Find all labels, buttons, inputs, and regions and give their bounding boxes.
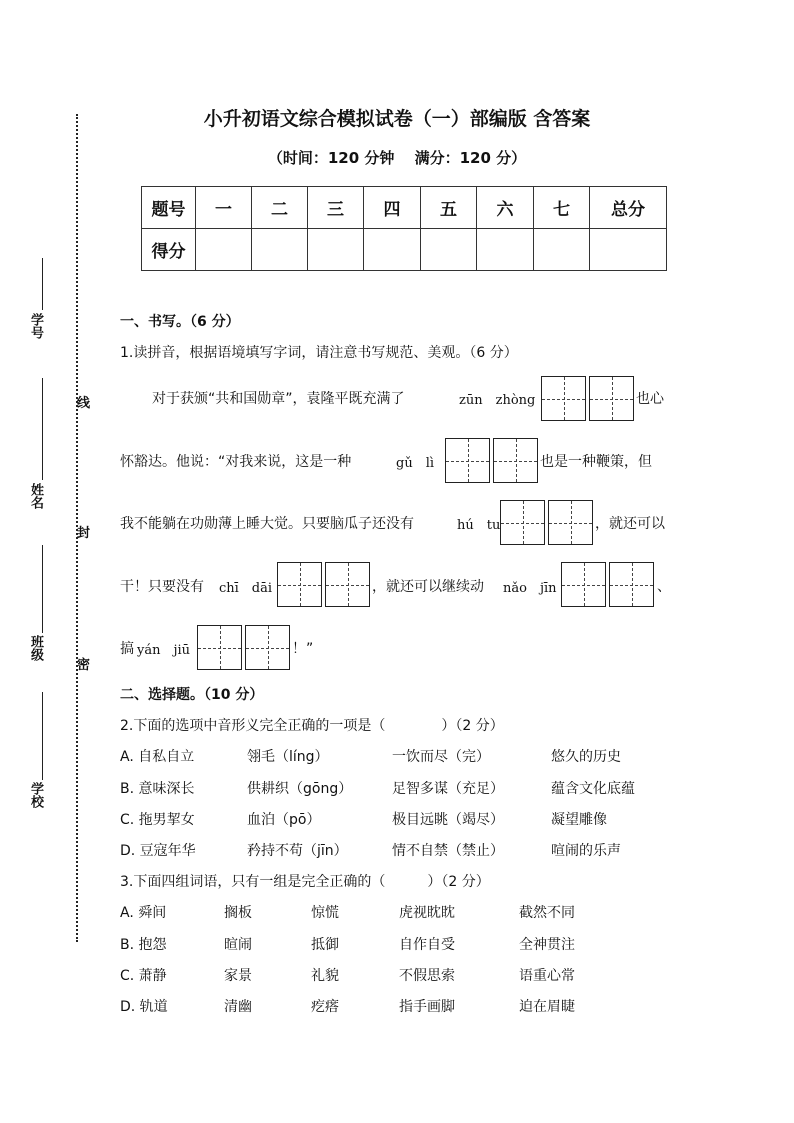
option-b-item: 蕴含文化底蕴 <box>551 781 635 797</box>
table-cell: 三 <box>308 187 364 229</box>
option-d-item: D. 豆寇年华 <box>120 843 196 859</box>
option-a-item: A. 舜间 <box>120 905 167 921</box>
question-text: 1.读拼音，根据语境填写字词，请注意书写规范、美观。（6 分） <box>120 345 518 361</box>
table-cell: 七 <box>534 187 590 229</box>
option-a-item: 惊慌 <box>311 905 339 921</box>
passage-text: 、 <box>657 579 671 595</box>
option-c-item: 血泊（pō） <box>247 812 321 828</box>
exam-info: （时间：120 分钟 满分：120 分） <box>267 149 527 167</box>
option-b-item: B. 意味深长 <box>120 781 195 797</box>
option-a-item: 虎视眈眈 <box>399 905 455 921</box>
option-a-item: 翎毛（líng） <box>247 749 329 765</box>
option-d-item: 清幽 <box>224 999 252 1015</box>
table-cell: 得分 <box>142 229 196 271</box>
score-input-cell[interactable] <box>196 229 252 271</box>
writing-grid-cell[interactable] <box>541 376 586 421</box>
option-b-item: B. 抱怨 <box>120 937 167 953</box>
writing-grid-cell[interactable] <box>325 562 370 607</box>
name-blank <box>42 378 43 480</box>
writing-grid-cell[interactable] <box>589 376 634 421</box>
table-cell: 四 <box>364 187 421 229</box>
option-a-item: 搁板 <box>224 905 252 921</box>
score-input-cell[interactable] <box>252 229 308 271</box>
passage-text: 也心 <box>636 391 664 407</box>
option-d-item: 喧闹的乐声 <box>551 843 621 859</box>
option-a-item: 一饮而尽（完） <box>392 749 490 765</box>
passage-text: 搞 <box>120 641 134 657</box>
binding-word-feng: 封 <box>77 526 91 541</box>
page-title: 小升初语文综合模拟试卷（一）部编版 含答案 <box>203 108 591 130</box>
passage-text: 对于获颁“共和国勋章”，袁隆平既充满了 <box>152 391 405 407</box>
option-d-item: 指手画脚 <box>399 999 455 1015</box>
option-d-item: 疙瘩 <box>311 999 339 1015</box>
score-input-cell[interactable] <box>534 229 590 271</box>
pinyin-prompt: chī dāi <box>219 581 273 596</box>
score-table-score-row <box>142 229 667 271</box>
section-heading: 一、书写。（6 分） <box>120 314 240 330</box>
passage-text: 干！只要没有 <box>120 579 204 595</box>
writing-grid-cell[interactable] <box>561 562 606 607</box>
class-blank <box>42 545 43 633</box>
pinyin-prompt: hú tu <box>457 518 501 533</box>
student-id-blank <box>42 258 43 310</box>
option-b-item: 暄闹 <box>224 937 252 953</box>
option-c-item: 极目远眺（竭尽） <box>392 812 504 828</box>
passage-text: 也是一种鞭策，但 <box>540 454 652 470</box>
option-b-item: 全神贯注 <box>519 937 575 953</box>
table-cell: 二 <box>252 187 308 229</box>
passage-text: ！” <box>292 641 314 657</box>
score-input-cell[interactable] <box>308 229 364 271</box>
score-input-cell[interactable] <box>364 229 421 271</box>
writing-grid-cell[interactable] <box>197 625 242 670</box>
school-blank <box>42 692 43 780</box>
table-cell: 六 <box>477 187 534 229</box>
option-b-item: 足智多谋（充足） <box>392 781 504 797</box>
writing-grid-cell[interactable] <box>500 500 545 545</box>
class-label: 班级 <box>28 635 43 661</box>
score-table <box>141 186 667 271</box>
option-c-item: 不假思索 <box>399 968 455 984</box>
writing-grid-cell[interactable] <box>548 500 593 545</box>
writing-grid-cell[interactable] <box>277 562 322 607</box>
table-cell: 题号 <box>142 187 196 229</box>
table-cell: 五 <box>421 187 477 229</box>
writing-grid-cell[interactable] <box>609 562 654 607</box>
pinyin-prompt: gǔ lì <box>396 456 435 471</box>
option-c-item: C. 萧静 <box>120 968 167 984</box>
option-d-item: 迫在眉睫 <box>519 999 575 1015</box>
score-input-cell[interactable] <box>477 229 534 271</box>
option-b-item: 自作自受 <box>399 937 455 953</box>
pinyin-prompt: nǎo jīn <box>503 581 557 596</box>
option-c-item: 语重心常 <box>519 968 575 984</box>
passage-text: 我不能躺在功勋薄上睡大觉。只要脑瓜子还没有 <box>120 516 414 532</box>
table-cell: 一 <box>196 187 252 229</box>
score-table-header-row <box>142 187 667 229</box>
binding-word-xian: 线 <box>77 396 91 411</box>
passage-text: ，就还可以继续动 <box>372 579 484 595</box>
table-cell: 总分 <box>590 187 667 229</box>
section-heading: 二、选择题。（10 分） <box>120 687 264 703</box>
name-label: 姓名 <box>28 483 43 509</box>
passage-text: ，就还可以 <box>595 516 665 532</box>
writing-grid-cell[interactable] <box>245 625 290 670</box>
option-b-item: 供耕织（gōng） <box>247 781 353 797</box>
student-id-label: 学号 <box>28 313 43 339</box>
option-a-item: 截然不同 <box>519 905 575 921</box>
pinyin-prompt: zūn zhòng <box>459 393 536 408</box>
writing-grid-cell[interactable] <box>445 438 490 483</box>
option-a-item: A. 自私自立 <box>120 749 195 765</box>
score-input-cell[interactable] <box>421 229 477 271</box>
school-label: 学校 <box>28 782 43 808</box>
score-input-cell[interactable] <box>590 229 667 271</box>
option-c-item: 凝望雕像 <box>551 812 607 828</box>
option-d-item: 情不自禁（禁止） <box>392 843 504 859</box>
writing-grid-cell[interactable] <box>493 438 538 483</box>
option-c-item: C. 拖男挈女 <box>120 812 195 828</box>
question-text: 2.下面的选项中音形义完全正确的一项是（ ）（2 分） <box>120 718 504 734</box>
option-b-item: 抵御 <box>311 937 339 953</box>
option-c-item: 礼貌 <box>311 968 339 984</box>
passage-text: 怀豁达。他说：“对我来说，这是一种 <box>120 454 352 470</box>
option-d-item: D. 轨道 <box>120 999 168 1015</box>
option-c-item: 家景 <box>224 968 252 984</box>
binding-word-mi: 密 <box>77 658 91 673</box>
option-d-item: 矜持不苟（jīn） <box>247 843 348 859</box>
pinyin-prompt: yán jiū <box>137 643 191 658</box>
question-text: 3.下面四组词语，只有一组是完全正确的（ ）（2 分） <box>120 874 490 890</box>
option-a-item: 悠久的历史 <box>551 749 621 765</box>
